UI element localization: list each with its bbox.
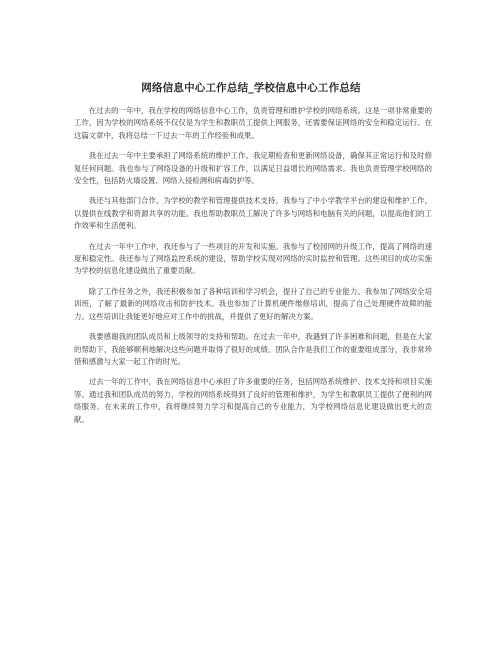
paragraph-5: 除了工作任务之外，我还积极参加了各种培训和学习机会，提升了自己的专业能力。我参加了网络安全培训班，了解了最新的网络攻击和防护技术。我也参加了计算机硬件维修培训，提高了自己处理硬件故障的能力。这些培训让我能更好地应对工作中的挑战，并提供了更好的解决方案。 xyxy=(74,286,432,321)
document-body xyxy=(74,105,432,434)
paragraph-1: 在过去的一年中，我在学校的网络信息中心工作，负责管理和维护学校的网络系统。这是一项非常重要的工作，因为学校的网络系统不仅仅是为学生和教职员工提供上网服务，还需要保证网络的安全和稳定运行。在这篇文章中，我将总结一下过去一年的工作经验和成果。 xyxy=(74,106,432,140)
paragraph-6: 我要感谢我的团队成员和上级领导的支持和帮助。在过去一年中，我遇到了许多困难和问题，但是在大家的帮助下，我能够顺利地解决这些问题并取得了很好的成绩。团队合作是我们工作的重要组成部分，我非常珍惜和感激与大家一起工作的时光。 xyxy=(74,332,432,366)
paragraph-7: 过去一年的工作中，我在网络信息中心承担了许多重要的任务，包括网络系统维护、技术支持和项目实施等。通过我和团队成员的努力，学校的网络系统得到了良好的管理和维护，为学生和教职员工提供了便利的网络服务。在未来的工作中，我将继续努力学习和提高自己的专业能力，为学校网络信息化建设做出更大的贡献。 xyxy=(74,377,432,424)
document-title: 网络信息中心工作总结_学校信息中心工作总结 xyxy=(141,82,361,94)
paragraph-3: 我还与其他部门合作，为学校的教学和管理提供技术支持。我参与了中小学教学平台的建设和维护工作，以提供在线教学和资源共享的功能。我也帮助教职员工解决了许多与网络和电脑有关的问题，以提高他们的工作效率和生活便利。 xyxy=(74,196,432,231)
paragraph-4: 在过去一年中工作中，我还参与了一些项目的开发和实施。我参与了校园网的升级工作，提高了网络的速度和稳定性。我还参与了网络监控系统的建设，帮助学校实现对网络的实时监控和管理。这些项目的成功实施为学校的信息化建设做出了重要贡献。 xyxy=(74,241,432,276)
paragraph-2: 我在过去一年中主要承担了网络系统的维护工作。我定期检查和更新网络设备，确保其正常运行和及时修复任何问题。我也参与了网络设备的升级和扩容工作，以满足日益增长的网络需求。我也负责管理学校网络的安全性，包括防火墙设置、网络入侵检测和病毒防护等。 xyxy=(74,151,432,186)
